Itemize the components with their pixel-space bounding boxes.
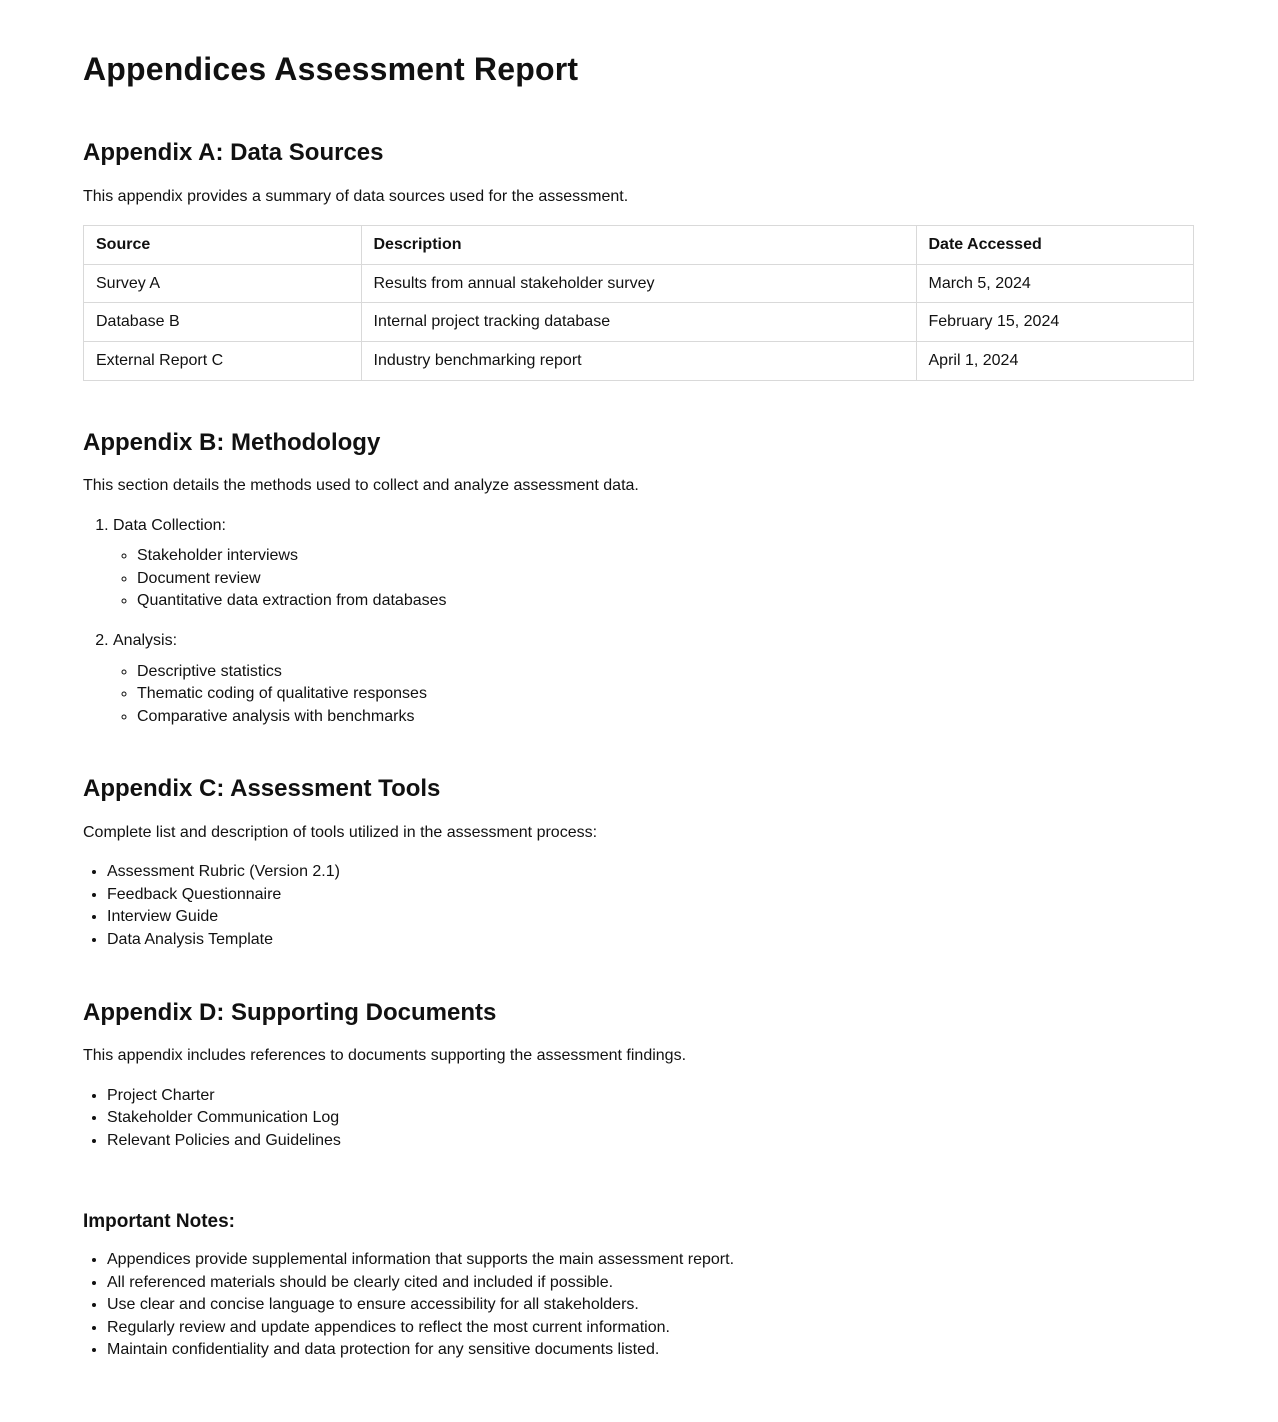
cell-date-accessed: April 1, 2024 (916, 341, 1194, 380)
table-row (84, 264, 1194, 303)
list-item-data-collection (113, 515, 1194, 612)
section-important-notes (83, 1209, 1194, 1361)
section-appendix-c (83, 773, 1194, 950)
column-header-date-accessed: Date Accessed (916, 226, 1194, 265)
cell-description: Industry benchmarking report (361, 341, 916, 380)
important-notes-heading: Important Notes: (83, 1211, 235, 1233)
step-label: Data Collection: (113, 516, 226, 534)
analysis-sublist (113, 661, 1194, 728)
table-row (84, 303, 1194, 342)
column-header-description: Description (361, 226, 916, 265)
list-item: • Maintain confidentiality and data protection for any sensitive documents listed. (107, 1339, 1194, 1361)
appendix-c-heading: Appendix C: Assessment Tools (83, 775, 441, 803)
appendix-b-intro: This section details the methods used to collect and analyze assessment data. (83, 476, 639, 494)
cell-source: Database B (84, 303, 362, 342)
column-header-source: Source (84, 226, 362, 265)
supporting-documents-list (83, 1085, 1194, 1152)
step-label: Analysis: (113, 631, 178, 649)
list-item: • Use clear and concise language to ensure accessibility for all stakeholders. (107, 1294, 1194, 1316)
methodology-list (83, 515, 1194, 728)
page-title: Appendices Assessment Report (83, 51, 579, 87)
list-item: ◦ Document review (137, 568, 1194, 590)
data-sources-table (83, 225, 1194, 380)
appendix-a-heading: Appendix A: Data Sources (83, 139, 384, 167)
appendix-c-intro: Complete list and description of tools utilized in the assessment process: (83, 823, 598, 841)
list-item: • Interview Guide (107, 906, 1194, 928)
assessment-tools-list (83, 861, 1194, 950)
list-item: • All referenced materials should be clearly cited and included if possible. (107, 1272, 1194, 1294)
list-item: • Feedback Questionnaire (107, 884, 1194, 906)
cell-source: External Report C (84, 341, 362, 380)
important-notes-list (83, 1249, 1194, 1361)
list-item: • Regularly review and update appendices to reflect the most current information. (107, 1317, 1194, 1339)
cell-description: Results from annual stakeholder survey (361, 264, 916, 303)
list-item: • Appendices provide supplemental information that supports the main assessment report. (107, 1249, 1194, 1271)
list-item: ◦ Descriptive statistics (137, 661, 1194, 683)
section-appendix-a (83, 137, 1194, 380)
section-appendix-d (83, 997, 1194, 1152)
list-item: • Stakeholder Communication Log (107, 1107, 1194, 1129)
list-item: ◦ Stakeholder interviews (137, 545, 1194, 567)
table-header-row (84, 226, 1194, 265)
list-item: • Project Charter (107, 1085, 1194, 1107)
cell-date-accessed: February 15, 2024 (916, 303, 1194, 342)
list-item: ◦ Quantitative data extraction from databases (137, 590, 1194, 612)
cell-date-accessed: March 5, 2024 (916, 264, 1194, 303)
section-appendix-b (83, 427, 1194, 728)
table-row (84, 341, 1194, 380)
list-item: • Data Analysis Template (107, 929, 1194, 951)
list-item-analysis (113, 630, 1194, 727)
list-item: • Assessment Rubric (Version 2.1) (107, 861, 1194, 883)
cell-description: Internal project tracking database (361, 303, 916, 342)
cell-source: Survey A (84, 264, 362, 303)
appendix-b-heading: Appendix B: Methodology (83, 428, 381, 456)
list-item: • Relevant Policies and Guidelines (107, 1130, 1194, 1152)
appendix-d-intro: This appendix includes references to documents supporting the assessment findings. (83, 1047, 687, 1065)
list-item: ◦ Comparative analysis with benchmarks (137, 706, 1194, 728)
appendix-a-intro: This appendix provides a summary of data sources used for the assessment. (83, 187, 629, 205)
appendix-d-heading: Appendix D: Supporting Documents (83, 998, 497, 1026)
data-collection-sublist (113, 545, 1194, 612)
list-item: ◦ Thematic coding of qualitative responses (137, 683, 1194, 705)
